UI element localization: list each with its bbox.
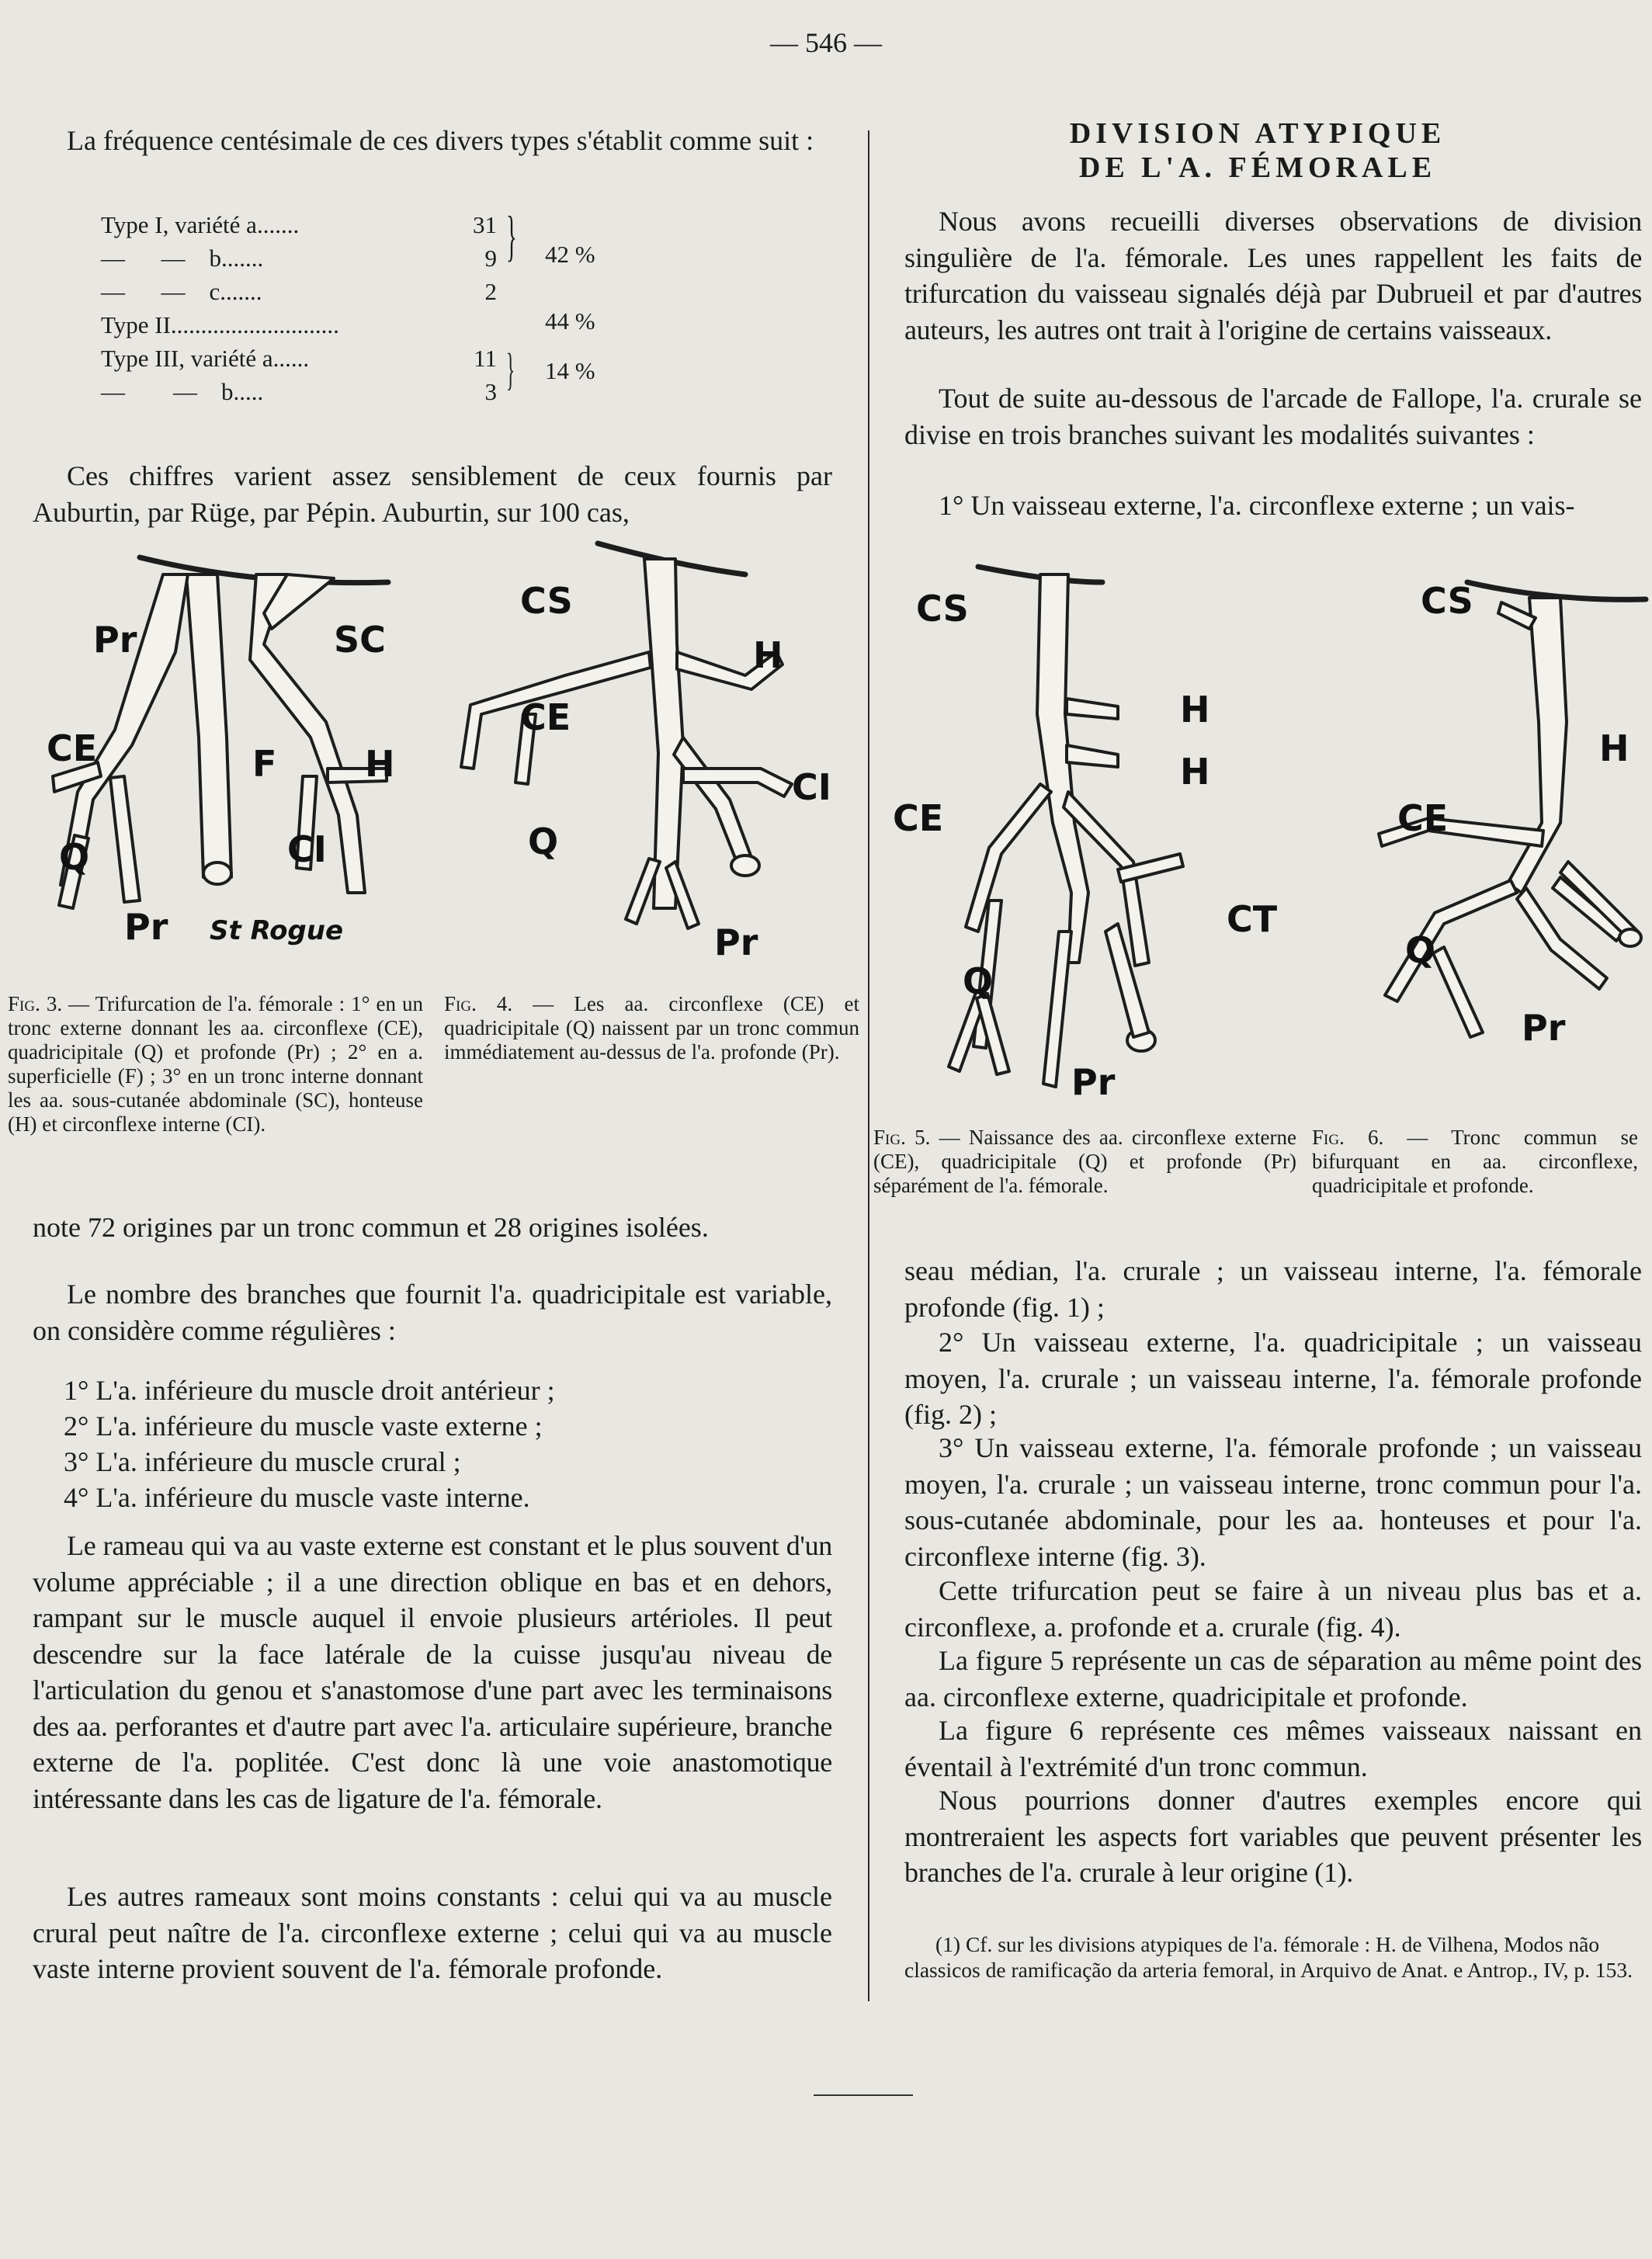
rameau-paragraph: Le rameau qui va au vaste externe est constant et le plus souvent d'un volume appréciable ; il a une direction oblique en bas et en dehors, rampant sur le muscle auquel il envoie plusieurs artérioles. Il peut descendre sur la face latérale de la cuisse jusqu'au niveau de l'articulation du genou et s'anastomose d'une part avec les terminaisons des aa. perforantes et d'autre part avec l'a. articulaire supérieure, branche externe de l'a. poplitée. C'est donc là une voie anastomotique intéressante dans les cas de ligature de l'a. fémorale. <box>33 1530 832 1814</box>
observations-paragraph: Nous avons recueilli diverses observations de division singulière de l'a. fémorale. Les unes rappellent les faits de trifurcation du vaisseau signalés déjà par Dubrueil et par d'autres auteurs, les autres ont trait à l'origine de certains vaisseaux. <box>904 206 1642 345</box>
fig3-label: H <box>365 743 395 785</box>
fig3-label: CI <box>287 828 327 870</box>
table-label: — — b....... <box>101 245 264 272</box>
fallope-paragraph: Tout de suite au-dessous de l'arcade de Fallope, l'a. crurale se divise en trois branches suivant les modalités suivantes : <box>904 383 1642 450</box>
fig6-label: Q <box>1405 929 1436 971</box>
column-divider <box>868 130 869 2001</box>
figure-6-caption <box>1312 1126 1638 1198</box>
percent-type3: 14 % <box>545 357 595 384</box>
table-row <box>101 375 536 408</box>
figure-3-illustration <box>23 543 427 978</box>
table-value: 31 <box>473 211 497 238</box>
fig5-label: H <box>1180 751 1210 793</box>
table-value: 9 <box>484 245 497 272</box>
brace-type3: } <box>506 344 515 394</box>
trifurcation-paragraph: Cette trifurcation peut se faire à un niveau plus bas et a. circonflexe, a. profonde et a. crurale (fig. 4). <box>904 1575 1642 1643</box>
table-value: 11 <box>474 345 497 372</box>
fig3-label: Q <box>59 836 90 878</box>
caption-text: — Les aa. circonflexe (CE) et quadricipitale (Q) naissent par un tronc commun immédiatement au-dessus de l'a. profonde (Pr). <box>444 992 859 1064</box>
fig5-label: CT <box>1227 898 1278 940</box>
intro-paragraph: La fréquence centésimale de ces divers types s'établit comme suit : <box>67 125 814 156</box>
figure-3-caption <box>8 992 423 1136</box>
fig3-label: F <box>252 743 277 785</box>
item2-paragraph: 2° Un vaisseau externe, l'a. quadricipitale ; un vaisseau moyen, l'a. crurale ; un vaisseau interne, l'a. fémorale profonde (fig. 2) ; <box>904 1327 1642 1430</box>
table-row <box>101 275 536 308</box>
branches-paragraph: Le nombre des branches que fournit l'a. quadricipitale est variable, on considère comme régulières : <box>33 1279 832 1346</box>
caption-lead: Fig. 5. <box>873 1126 931 1149</box>
frequency-table <box>101 205 536 408</box>
page-number: — 546 — <box>770 27 882 58</box>
fig3-label: Pr <box>124 906 168 948</box>
fig3-signature: St Rogue <box>210 915 344 946</box>
table-label: — — b..... <box>101 378 264 405</box>
section-title <box>885 116 1630 185</box>
list-item: 3° L'a. inférieure du muscle crural ; <box>64 1446 461 1477</box>
table-value: 3 <box>484 378 497 405</box>
table-label: — — c....... <box>101 278 262 305</box>
table-value <box>442 308 497 342</box>
footnote: (1) Cf. sur les divisions atypiques de l'a. fémorale : H. de Vilhena, Modos não classicos de ramificação da arteria femoral, in Arquivo de Anat. e Antrop., IV, p. 153. <box>904 1932 1633 1982</box>
table-label: Type II............................ <box>101 311 339 338</box>
fig6-label: CS <box>1421 580 1473 622</box>
fig4-label: Q <box>528 821 559 862</box>
table-label: Type I, variété a....... <box>101 211 300 238</box>
figure-4-illustration <box>450 536 854 970</box>
table-row <box>101 208 536 241</box>
item1-end: seau médian, l'a. crurale ; un vaisseau interne, l'a. fémorale profonde (fig. 1) ; <box>904 1255 1642 1323</box>
item1-start: 1° Un vaisseau externe, l'a. circonflexe externe ; un vais- <box>939 490 1575 521</box>
fig5-label: Pr <box>1071 1061 1116 1103</box>
brace-type1: } <box>506 205 517 267</box>
figure-5-caption <box>873 1126 1296 1198</box>
fig6-label: CE <box>1397 797 1449 839</box>
figure6-paragraph: La figure 6 représente ces mêmes vaisseaux naissant en éventail à l'extrémité d'un tronc commun. <box>904 1715 1642 1782</box>
percent-type1: 42 % <box>545 241 595 268</box>
table-row <box>101 308 536 342</box>
list-item: 1° L'a. inférieure du muscle droit antérieur ; <box>64 1375 555 1406</box>
fig3-label: CE <box>47 727 98 769</box>
table-label: Type III, variété a...... <box>101 345 310 372</box>
caption-text: — Tronc commun se bifurquant en aa. circonflexe, quadricipitale et profonde. <box>1312 1126 1638 1197</box>
branch-list <box>64 1372 832 1515</box>
title-line: DE L'A. FÉMORALE <box>1078 151 1437 184</box>
autres-paragraph: Les autres rameaux sont moins constants : celui qui va au muscle crural peut naître de l'a. circonflexe externe ; celui qui va au muscle vaste interne provient souvent de l'a. fémorale profonde. <box>33 1881 832 1984</box>
figure5-paragraph: La figure 5 représente un cas de séparation au même point des aa. circonflexe externe, quadricipitale et profonde. <box>904 1645 1642 1712</box>
figure-5-illustration <box>885 559 1304 1110</box>
compare-paragraph: Ces chiffres varient assez sensiblement de ceux fournis par Auburtin, par Rüge, par Pépin. Auburtin, sur 100 cas, <box>33 460 832 528</box>
caption-lead: Fig. 3. <box>8 992 63 1015</box>
fig6-label: H <box>1599 727 1629 769</box>
fig4-label: H <box>753 634 783 676</box>
caption-text: — Naissance des aa. circonflexe externe (CE), quadricipitale (Q) et profonde (Pr) séparément de l'a. fémorale. <box>873 1126 1296 1197</box>
footer-rule <box>814 2094 913 2096</box>
fig5-label: CE <box>893 797 944 839</box>
fig6-label: Pr <box>1522 1007 1566 1049</box>
figure-6-illustration <box>1335 567 1646 1079</box>
fig4-label: CS <box>520 580 573 622</box>
fig4-label: CE <box>520 696 571 738</box>
fig3-label: Pr <box>93 619 137 661</box>
fig3-label: SC <box>334 619 386 661</box>
note-paragraph: note 72 origines par un tronc commun et 28 origines isolées. <box>33 1212 709 1243</box>
caption-lead: Fig. 6. <box>1312 1126 1384 1149</box>
fig4-label: Pr <box>714 921 758 963</box>
figure-4-caption <box>444 992 859 1064</box>
list-item: 2° L'a. inférieure du muscle vaste externe ; <box>64 1411 543 1442</box>
fig5-label: H <box>1180 689 1210 730</box>
percent-type2: 44 % <box>545 307 595 335</box>
table-row <box>101 342 536 375</box>
list-item: 4° L'a. inférieure du muscle vaste interne. <box>64 1482 530 1513</box>
fig5-label: Q <box>963 960 994 1002</box>
caption-text: — Trifurcation de l'a. fémorale : 1° en un tronc externe donnant les aa. circonflexe (CE), quadricipitale (Q) et profonde (Pr) ; 2° en a. superficielle (F) ; 3° en un tronc interne donnant les aa. sous-cutanée abdominale (SC), honteuse (H) et circonflexe interne (CI). <box>8 992 423 1136</box>
table-row <box>101 241 536 275</box>
table-value: 2 <box>484 278 497 305</box>
caption-lead: Fig. 4. <box>444 992 513 1015</box>
fig4-label: CI <box>792 766 831 808</box>
title-line: DIVISION ATYPIQUE <box>1069 117 1446 150</box>
item3-paragraph: 3° Un vaisseau externe, l'a. fémorale profonde ; un vaisseau moyen, l'a. crurale ; un vaisseau interne, tronc commun pour l'a. sous-cutanée abdominale, pour les aa. honteuses et pour l'a. circonflexe interne (fig. 3). <box>904 1432 1642 1572</box>
examples-paragraph: Nous pourrions donner d'autres exemples encore qui montreraient les aspects fort variables que peuvent présenter les branches de l'a. crurale à leur origine (1). <box>904 1785 1642 1888</box>
fig5-label: CS <box>916 588 969 630</box>
